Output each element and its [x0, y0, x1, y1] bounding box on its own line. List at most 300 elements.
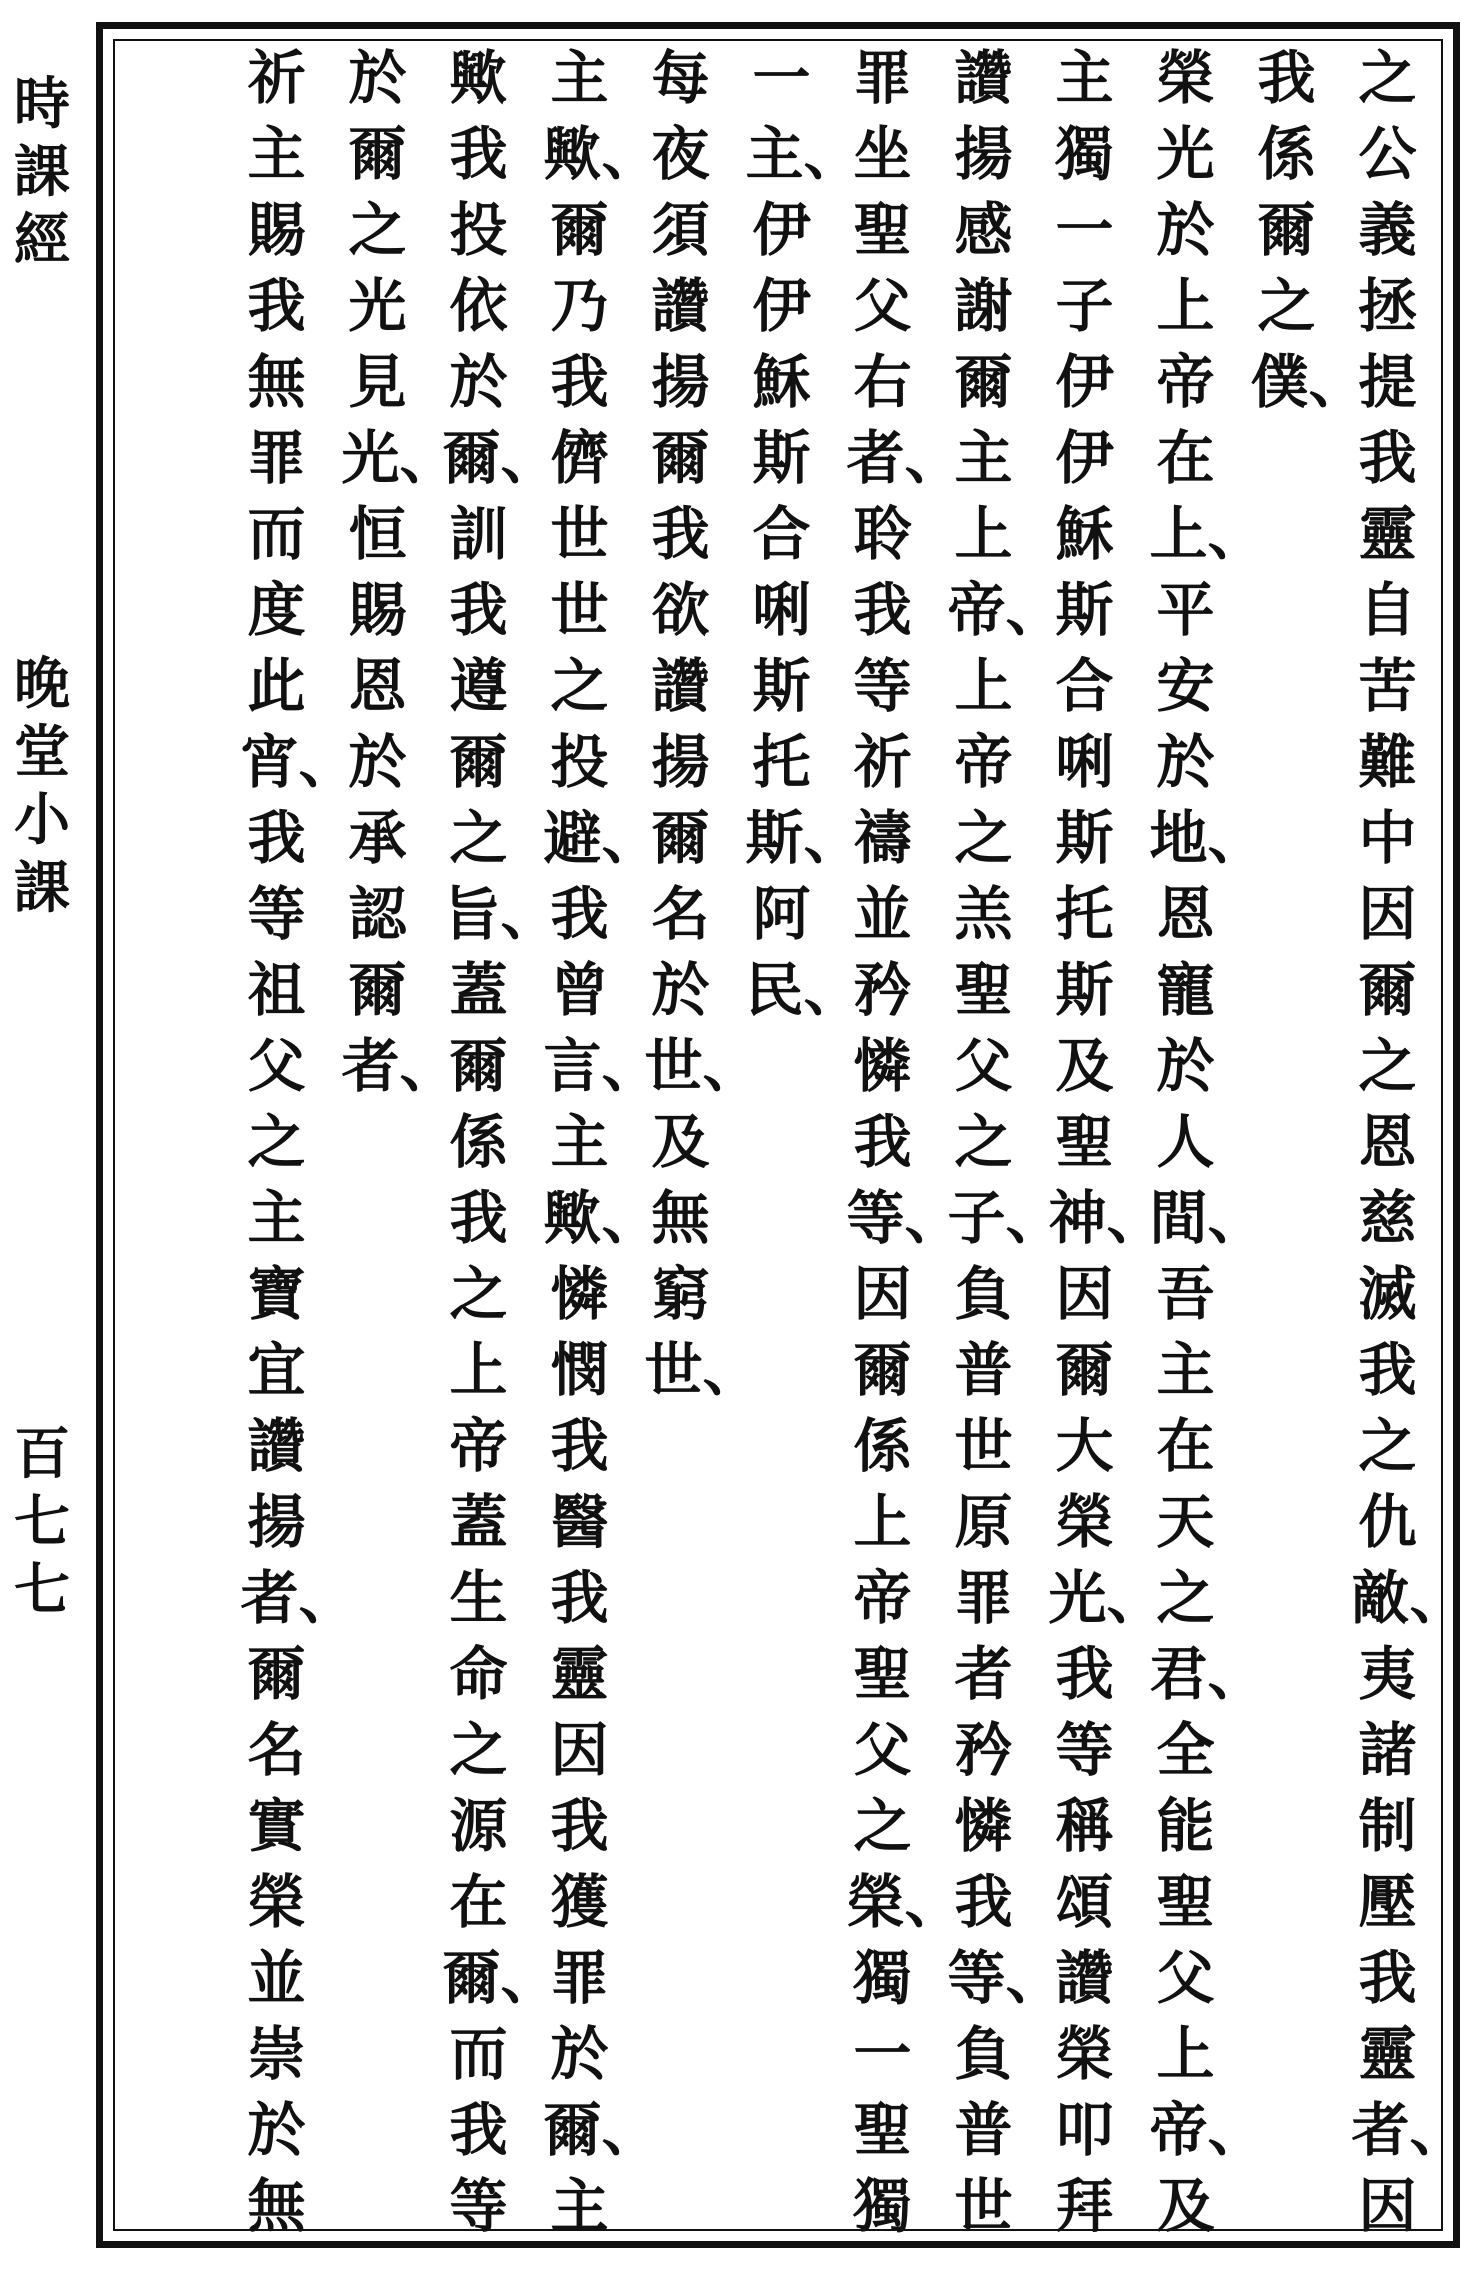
text-char: 獨 [1055, 120, 1114, 188]
text-char: 榮 [1055, 1488, 1114, 1556]
text-char: 穌 [1055, 500, 1114, 568]
text-char: 聖 [853, 196, 912, 264]
text-char: 於 [550, 2020, 609, 2088]
text-char: 見 [348, 348, 407, 416]
text-char: 於 [1156, 728, 1215, 796]
text-char: 自 [1358, 576, 1417, 644]
text-char: 中 [1358, 804, 1417, 872]
text-char: 恩 [1156, 880, 1215, 948]
text-char: 斯 [752, 424, 811, 492]
text-char: 我 [1358, 1944, 1417, 2012]
text-char: 夷 [1358, 1640, 1417, 1708]
text-char: 我 [651, 500, 710, 568]
text-char: 聖 [853, 2096, 912, 2164]
text-char: 義 [1358, 196, 1417, 264]
text-char: 投 [550, 728, 609, 796]
text-char: 恩 [1358, 1108, 1417, 1176]
text-char: 憐 [550, 1260, 609, 1328]
text-char: 帝 [1156, 348, 1215, 416]
text-char: 而 [449, 2020, 508, 2088]
text-char: 者、 [341, 1032, 458, 1100]
text-char: 我 [853, 576, 912, 644]
text-char: 者、 [240, 1564, 357, 1632]
text-char: 吾 [1156, 1260, 1215, 1328]
text-char: 榮 [247, 1868, 306, 1936]
text-char: 普 [954, 1336, 1013, 1404]
text-char: 歟 [449, 44, 508, 112]
text-char: 右 [853, 348, 912, 416]
text-char: 公 [1358, 120, 1417, 188]
text-char: 賜 [348, 576, 407, 644]
text-char: 罪 [247, 424, 306, 492]
text-char: 天 [1156, 1488, 1215, 1556]
text-char: 矜 [853, 956, 912, 1024]
text-char: 於 [1156, 1032, 1215, 1100]
text-char: 爾、 [543, 2096, 660, 2164]
text-char: 光 [1156, 120, 1215, 188]
text-char: 恩 [348, 652, 407, 720]
text-char: 禱 [853, 804, 912, 872]
text-char: 並 [247, 1944, 306, 2012]
text-char: 避、 [543, 804, 660, 872]
text-char: 榮 [1156, 44, 1215, 112]
text-char: 之 [550, 652, 609, 720]
text-char: 托 [752, 728, 811, 796]
text-char: 讚 [954, 44, 1013, 112]
text-column [630, 40, 761, 2220]
text-char: 獲 [550, 1868, 609, 1936]
text-column [428, 40, 559, 2240]
text-char: 靈 [1358, 2020, 1417, 2088]
text-column [327, 40, 458, 2220]
text-char: 醫 [550, 1488, 609, 1556]
text-char: 普 [954, 2096, 1013, 2164]
text-char: 平 [1156, 576, 1215, 644]
margin-char: 小 [14, 787, 70, 853]
text-char: 叩 [1055, 2096, 1114, 2164]
text-char: 我 [550, 1792, 609, 1860]
text-char: 光 [348, 272, 407, 340]
text-char: 帝 [449, 1412, 508, 1480]
text-char: 因 [550, 1716, 609, 1784]
text-char: 矜 [954, 1716, 1013, 1784]
text-char: 之 [1358, 44, 1417, 112]
text-char: 歟、 [543, 1184, 660, 1252]
text-char: 托 [1055, 880, 1114, 948]
text-char: 之 [449, 804, 508, 872]
text-char: 大 [1055, 1412, 1114, 1480]
text-char: 揚 [651, 348, 710, 416]
text-char: 等 [247, 880, 306, 948]
text-char: 能 [1156, 1792, 1215, 1860]
text-char: 者、 [846, 424, 963, 492]
text-char: 之 [1358, 1032, 1417, 1100]
text-char: 提 [1358, 348, 1417, 416]
text-char: 罪 [550, 1944, 609, 2012]
text-char: 生 [449, 1564, 508, 1632]
section-title [0, 650, 84, 922]
text-char: 我 [449, 2096, 508, 2164]
text-char: 伊 [1055, 348, 1114, 416]
text-char: 世、 [644, 1336, 761, 1404]
text-char: 罪 [853, 44, 912, 112]
text-char: 寵 [1156, 956, 1215, 1024]
text-char: 主、 [745, 120, 862, 188]
text-char: 言、 [543, 1032, 660, 1100]
text-char: 斯 [752, 652, 811, 720]
text-char: 之 [954, 1108, 1013, 1176]
text-char: 一 [752, 44, 811, 112]
text-char: 之 [853, 1792, 912, 1860]
text-char: 獨 [853, 2172, 912, 2240]
text-char: 我 [550, 1564, 609, 1632]
text-char: 拜 [1055, 2172, 1114, 2240]
text-char: 於 [651, 956, 710, 1024]
text-char: 我 [1257, 44, 1316, 112]
text-char: 祈 [853, 728, 912, 796]
text-char: 我 [247, 272, 306, 340]
text-char: 上 [853, 1488, 912, 1556]
text-char: 我 [449, 1184, 508, 1252]
text-char: 儕 [550, 424, 609, 492]
text-char: 穌 [752, 348, 811, 416]
text-char: 及 [1055, 1032, 1114, 1100]
text-char: 帝 [954, 728, 1013, 796]
text-char: 滅 [1358, 1260, 1417, 1328]
text-char: 原 [954, 1488, 1013, 1556]
text-char: 榮、 [846, 1868, 963, 1936]
text-char: 並 [853, 880, 912, 948]
text-char: 合 [1055, 652, 1114, 720]
text-char: 爾 [247, 1640, 306, 1708]
text-char: 坐 [853, 120, 912, 188]
text-char: 我 [1358, 424, 1417, 492]
text-char: 世、 [644, 1032, 761, 1100]
text-char: 等 [449, 2172, 508, 2240]
text-char: 帝、 [947, 576, 1064, 644]
text-char: 係 [449, 1108, 508, 1176]
text-columns [118, 40, 1468, 2240]
text-char: 曾 [550, 956, 609, 1024]
text-column [529, 40, 660, 2240]
text-column [832, 40, 963, 2240]
text-char: 爾 [651, 804, 710, 872]
text-char: 神、 [1048, 1184, 1165, 1252]
text-char: 窮 [651, 1260, 710, 1328]
text-char: 我 [550, 880, 609, 948]
text-char: 揚 [954, 120, 1013, 188]
text-char: 於 [247, 2096, 306, 2164]
text-char: 寶 [247, 1260, 306, 1328]
text-char: 世 [550, 576, 609, 644]
text-char: 僕、 [1250, 348, 1367, 416]
text-char: 因 [1358, 2172, 1417, 2240]
margin-char: 課 [14, 855, 70, 921]
text-char: 憫 [550, 1336, 609, 1404]
text-char: 拯 [1358, 272, 1417, 340]
margin-char: 晚 [14, 651, 70, 717]
text-char: 阿 [752, 880, 811, 948]
text-char: 主 [247, 1184, 306, 1252]
text-char: 及 [1156, 2172, 1215, 2240]
text-char: 主 [247, 120, 306, 188]
text-char: 諸 [1358, 1716, 1417, 1784]
text-char: 仇 [1358, 1488, 1417, 1556]
text-char: 罪 [954, 1564, 1013, 1632]
text-char: 爾 [954, 348, 1013, 416]
text-char: 人 [1156, 1108, 1215, 1176]
text-char: 讚 [1055, 1944, 1114, 2012]
text-char: 一 [1055, 196, 1114, 264]
text-char: 爾 [449, 1032, 508, 1100]
text-char: 合 [752, 500, 811, 568]
text-char: 爾 [550, 196, 609, 264]
text-char: 光、 [341, 424, 458, 492]
text-char: 榮 [1055, 2020, 1114, 2088]
text-char: 依 [449, 272, 508, 340]
book-title [0, 70, 84, 274]
text-char: 之 [1156, 1564, 1215, 1632]
margin-char: 七 [14, 1489, 70, 1555]
text-char: 無 [651, 1184, 710, 1252]
text-char: 感 [954, 196, 1013, 264]
text-char: 制 [1358, 1792, 1417, 1860]
text-char: 爾 [348, 956, 407, 1024]
text-char: 係 [853, 1412, 912, 1480]
text-char: 全 [1156, 1716, 1215, 1784]
text-char: 慈 [1358, 1184, 1417, 1252]
text-char: 訓 [449, 500, 508, 568]
text-char: 我 [449, 120, 508, 188]
text-char: 頌 [1055, 1868, 1114, 1936]
text-char: 等、 [846, 1184, 963, 1252]
text-column [731, 40, 862, 2220]
text-char: 爾 [651, 424, 710, 492]
text-char: 我 [449, 576, 508, 644]
text-char: 子 [1055, 272, 1114, 340]
text-char: 之 [449, 1716, 508, 1784]
text-char: 斯、 [745, 804, 862, 872]
text-char: 者 [954, 1640, 1013, 1708]
text-char: 賜 [247, 196, 306, 264]
text-char: 恒 [348, 500, 407, 568]
text-char: 蓋 [449, 956, 508, 1024]
text-char: 揚 [651, 728, 710, 796]
text-char: 之 [954, 804, 1013, 872]
text-char: 子、 [947, 1184, 1064, 1252]
text-char: 聖 [1156, 1868, 1215, 1936]
text-char: 度 [247, 576, 306, 644]
text-char: 讚 [651, 272, 710, 340]
text-char: 爾 [1257, 196, 1316, 264]
text-char: 祖 [247, 956, 306, 1024]
text-char: 世 [954, 2172, 1013, 2240]
text-column [1034, 40, 1165, 2240]
text-char: 主 [1055, 44, 1114, 112]
text-char: 在 [1156, 424, 1215, 492]
text-char: 稱 [1055, 1792, 1114, 1860]
margin-char: 經 [14, 207, 70, 273]
text-char: 聆 [853, 500, 912, 568]
text-char: 因 [853, 1260, 912, 1328]
text-column [1135, 40, 1266, 2240]
margin-char: 課 [14, 139, 70, 205]
text-char: 者、 [1351, 2096, 1468, 2164]
text-char: 名 [651, 880, 710, 948]
text-char: 每 [651, 44, 710, 112]
text-char: 此 [247, 652, 306, 720]
text-char: 父 [853, 272, 912, 340]
text-char: 命 [449, 1640, 508, 1708]
text-char: 遵 [449, 652, 508, 720]
text-char: 上 [954, 652, 1013, 720]
text-char: 爾 [1055, 1336, 1114, 1404]
text-char: 之 [247, 1108, 306, 1176]
text-char: 無 [247, 2172, 306, 2240]
text-char: 宜 [247, 1336, 306, 1404]
text-char: 承 [348, 804, 407, 872]
text-char: 認 [348, 880, 407, 948]
text-char: 靈 [550, 1640, 609, 1708]
text-char: 蓋 [449, 1488, 508, 1556]
text-char: 君、 [1149, 1640, 1266, 1708]
text-char: 主 [1156, 1336, 1215, 1404]
text-char: 讚 [247, 1412, 306, 1480]
text-char: 唎 [752, 576, 811, 644]
text-char: 於 [1156, 196, 1215, 264]
text-char: 主 [550, 2172, 609, 2240]
text-char: 而 [247, 500, 306, 568]
text-char: 宵、 [240, 728, 357, 796]
text-char: 靈 [1358, 500, 1417, 568]
text-char: 父 [1156, 1944, 1215, 2012]
text-char: 斯 [1055, 804, 1114, 872]
text-char: 地、 [1149, 804, 1266, 872]
text-char: 我 [550, 348, 609, 416]
text-char: 父 [954, 1032, 1013, 1100]
text-char: 伊 [752, 196, 811, 264]
text-char: 因 [1055, 1260, 1114, 1328]
text-char: 獨 [853, 1944, 912, 2012]
margin-char: 堂 [14, 719, 70, 785]
text-char: 乃 [550, 272, 609, 340]
text-char: 光、 [1048, 1564, 1165, 1632]
text-char: 及 [651, 1108, 710, 1176]
text-char: 祈 [247, 44, 306, 112]
text-char: 難 [1358, 728, 1417, 796]
text-char: 上、 [1149, 500, 1266, 568]
text-char: 夜 [651, 120, 710, 188]
text-char: 實 [247, 1792, 306, 1860]
text-column [226, 40, 357, 2240]
text-char: 爾、 [442, 424, 559, 492]
margin-char: 時 [14, 71, 70, 137]
text-char: 於 [348, 728, 407, 796]
text-char: 主 [550, 1108, 609, 1176]
text-char: 爾 [1358, 956, 1417, 1024]
page-margin [0, 60, 84, 2240]
text-char: 我 [247, 804, 306, 872]
text-char: 上 [954, 500, 1013, 568]
text-char: 我 [954, 1868, 1013, 1936]
text-char: 係 [1257, 120, 1316, 188]
text-char: 主 [954, 424, 1013, 492]
text-char: 投 [449, 196, 508, 264]
text-char: 等 [853, 652, 912, 720]
text-char: 斯 [1055, 576, 1114, 644]
text-char: 欲 [651, 576, 710, 644]
text-char: 無 [247, 348, 306, 416]
text-char: 爾 [853, 1336, 912, 1404]
text-char: 聖 [954, 956, 1013, 1024]
text-char: 謝 [954, 272, 1013, 340]
text-char: 崇 [247, 2020, 306, 2088]
text-char: 讚 [651, 652, 710, 720]
text-char: 伊 [1055, 424, 1114, 492]
text-char: 於 [348, 44, 407, 112]
text-char: 我 [550, 1412, 609, 1480]
margin-char: 七 [14, 1557, 70, 1623]
text-char: 帝 [853, 1564, 912, 1632]
text-char: 上 [449, 1336, 508, 1404]
text-char: 苦 [1358, 652, 1417, 720]
text-char: 主 [550, 44, 609, 112]
text-column [1236, 40, 1367, 2220]
text-char: 上 [1156, 272, 1215, 340]
text-char: 源 [449, 1792, 508, 1860]
text-char: 父 [247, 1032, 306, 1100]
text-char: 世 [550, 500, 609, 568]
margin-char: 百 [14, 1421, 70, 1487]
text-char: 羔 [954, 880, 1013, 948]
text-char: 父 [853, 1716, 912, 1784]
text-char: 間、 [1149, 1184, 1266, 1252]
text-char: 憐 [853, 1032, 912, 1100]
text-char: 等 [1055, 1716, 1114, 1784]
text-char: 歟、 [543, 120, 660, 188]
text-char: 聖 [1055, 1108, 1114, 1176]
text-char: 上 [1156, 2020, 1215, 2088]
text-char: 之 [1257, 272, 1316, 340]
text-char: 一 [853, 2020, 912, 2088]
text-char: 等、 [947, 1944, 1064, 2012]
text-char: 名 [247, 1716, 306, 1784]
text-char: 我 [1358, 1336, 1417, 1404]
page-number [0, 1420, 84, 1624]
text-char: 爾 [348, 120, 407, 188]
text-char: 敵、 [1351, 1564, 1468, 1632]
text-char: 斯 [1055, 956, 1114, 1024]
text-char: 因 [1358, 880, 1417, 948]
text-char: 我 [853, 1108, 912, 1176]
text-char: 憐 [954, 1792, 1013, 1860]
text-char: 須 [651, 196, 710, 264]
text-char: 世 [954, 1412, 1013, 1480]
text-char: 聖 [853, 1640, 912, 1708]
text-char: 帝、 [1149, 2096, 1266, 2164]
text-char: 負 [954, 2020, 1013, 2088]
text-char: 壓 [1358, 1868, 1417, 1936]
text-char: 民、 [745, 956, 862, 1024]
text-char: 之 [449, 1260, 508, 1328]
text-char: 於 [449, 348, 508, 416]
text-char: 之 [1358, 1412, 1417, 1480]
text-char: 我 [1055, 1640, 1114, 1708]
text-char: 之 [348, 196, 407, 264]
text-char: 在 [1156, 1412, 1215, 1480]
text-char: 在 [449, 1868, 508, 1936]
text-char: 安 [1156, 652, 1215, 720]
